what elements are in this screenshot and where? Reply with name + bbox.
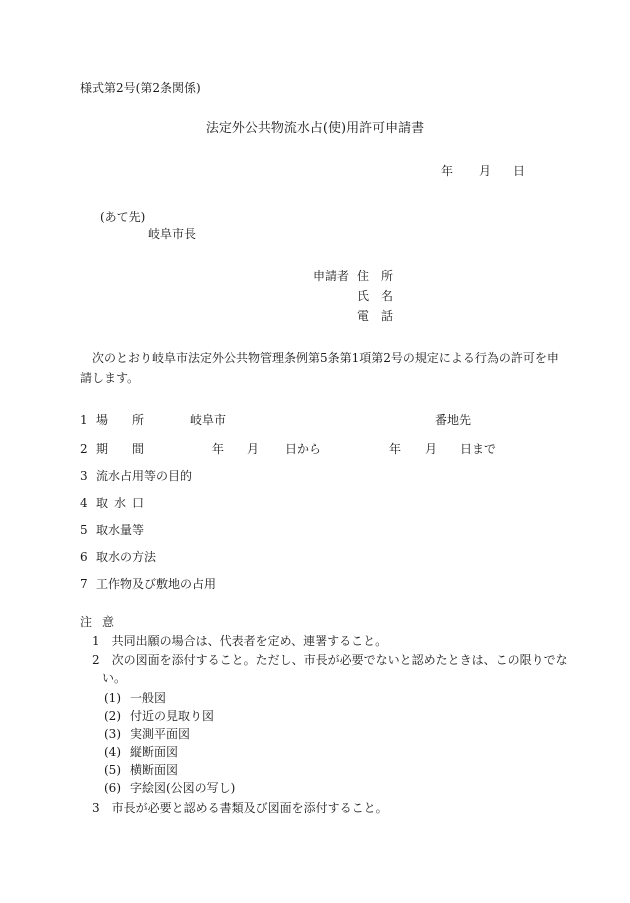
item-label-purpose: 流水占用等の目的: [96, 469, 193, 483]
item-number: 4: [80, 496, 88, 510]
period-end-month: 月: [425, 442, 438, 456]
addressee-name: 岐阜市長: [148, 227, 197, 241]
sub-item-number: (5): [104, 763, 121, 777]
sub-item-label: 付近の見取り図: [130, 709, 215, 723]
sub-item-number: (2): [104, 709, 121, 723]
date-day-label: 日: [513, 164, 526, 178]
form-label: 様式第2号(第2条関係): [80, 81, 201, 95]
note-3: 3 市長が必要と認める書類及び図面を添付すること。: [92, 801, 388, 815]
period-start-year: 年: [212, 442, 225, 456]
item-number: 1: [80, 413, 88, 427]
sub-item-number: (1): [104, 691, 121, 705]
sub-item-number: (4): [104, 745, 121, 759]
item-label-period: 期間: [96, 442, 169, 456]
body-text-line2: 請します。: [80, 371, 140, 385]
sub-item-label: 横断面図: [130, 763, 179, 777]
body-text-line1: 次のとおり岐阜市法定外公共物管理条例第5条第1項第2号の規定による行為の許可を申: [92, 351, 559, 365]
sub-item-label: 実測平面図: [130, 727, 191, 741]
sub-item-label: 一般図: [130, 691, 167, 705]
applicant-phone-label: 電話: [357, 309, 406, 323]
document-title: 法定外公共物流水占(使)用許可申請書: [205, 121, 425, 136]
item-label-location: 場所: [96, 413, 169, 427]
date-year-label: 年: [441, 164, 454, 178]
period-start-month: 月: [247, 442, 260, 456]
item-location-suffix: 番地先: [435, 413, 472, 427]
item-number: 6: [80, 550, 88, 564]
period-end-day: 日まで: [460, 442, 497, 456]
note-2-line2: い。: [102, 671, 127, 685]
item-label-structures: 工作物及び敷地の占用: [96, 577, 217, 591]
sub-item-number: (3): [104, 727, 121, 741]
applicant-address-label: 住所: [357, 269, 406, 283]
item-location-city: 岐阜市: [190, 413, 227, 427]
item-number: 5: [80, 523, 88, 537]
item-number: 2: [80, 442, 88, 456]
period-start-day: 日から: [285, 442, 322, 456]
note-2-line1: 2 次の図面を添付すること。ただし、市長が必要でないと認めたときは、この限りでな: [92, 653, 568, 667]
sub-item-number: (6): [104, 781, 121, 795]
item-label-intake-method: 取水の方法: [96, 550, 157, 564]
item-label-intake-amount: 取水量等: [96, 523, 145, 537]
notes-heading: 注意: [80, 615, 125, 629]
addressee-prefix: (あて先): [100, 210, 146, 224]
applicant-label: 申請者: [313, 269, 350, 283]
sub-item-label: 字絵図(公図の写し): [130, 781, 236, 795]
date-month-label: 月: [479, 164, 492, 178]
sub-item-label: 縦断面図: [130, 745, 179, 759]
note-1: 1 共同出願の場合は、代表者を定め、連署すること。: [92, 634, 388, 648]
item-number: 3: [80, 469, 88, 483]
item-number: 7: [80, 577, 88, 591]
item-label-intake: 取水口: [96, 496, 151, 510]
applicant-name-label: 氏名: [357, 289, 406, 303]
period-end-year: 年: [389, 442, 402, 456]
